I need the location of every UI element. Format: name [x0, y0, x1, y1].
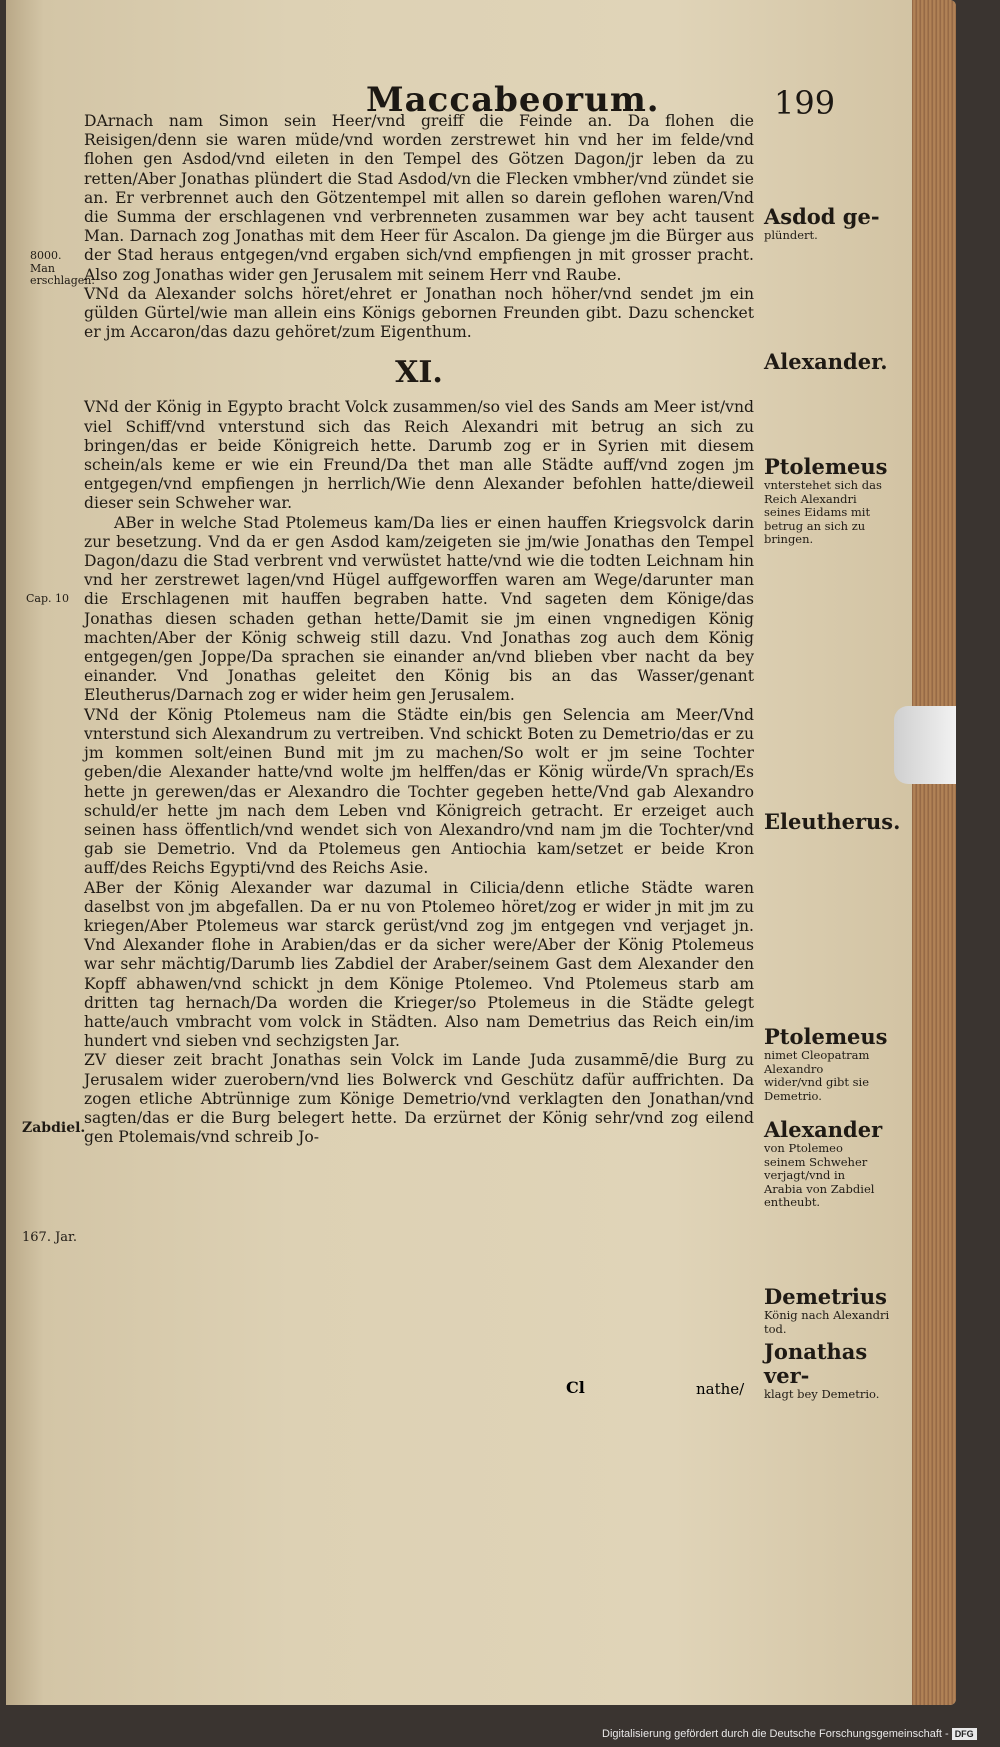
running-title: Maccabeorum. [366, 80, 660, 120]
paragraph-7: ZV dieser zeit bracht Jonathas sein Volck im Lande Juda zusammē/die Burg zu Jerusalem wider zuerobern/vnd lies Bolwerck vnd Geschütz dafür auffrichten. Da zogen etliche Abtrünnige zum Könige Demetrio/vnd verklagten den Jonathan/vnd sagten/das er die Burg belegert hette. Da erzürnet der König sehr/vnd zog eilend gen Ptolemais/vnd schreib Jo- [84, 1051, 754, 1147]
dfg-logo-icon: DFG [952, 1728, 977, 1740]
signature-mark: Cl [566, 1378, 585, 1397]
paragraph-5: VNd der König Ptolemeus nam die Städte ein/bis gen Selencia am Meer/Vnd vnterstund sich Alexandrum zu vertreiben. Vnd schickt Boten zu Demetrio/das er zu jm kommen solt/einen Bund mit jm zu machen/So wolt er jm seine Tochter geben/die Alexander hatte/vnd wolte jm helffen/das er König würde/Vn sprach/Es hette jn gerewen/das er Alexandro die Tochter gegeben hette/Vnd gab Alexandro schuld/er hette jm nach dem Leben vnd Königreich getracht. Er erzeiget auch seinen hass öffentlich/vnd wendet sich von Alexandro/vnd nam jm die Tochter/vnd gab sie Demetrio. Vnd da Ptolemeus gen Antiochia kam/setzet er beide Kron auff/des Reichs Egypti/vnd des Reichs Asie. [84, 705, 754, 878]
page-edge [912, 0, 956, 1705]
bookmark-tab [894, 706, 956, 784]
left-note-zabdiel: Zabdiel. [22, 1120, 86, 1136]
paragraph-6: ABer der König Alexander war dazumal in Cilicia/denn etliche Städte waren daselbst von jm abgefallen. Da er nu von Ptolemeo höret/zog er wider jn mit jm zu kriegen/Aber Ptolemeus war starck gerüst/vnd zog jm entgegen vnd verjaget jn. Vnd Alexander flohe in Arabien/das er da sicher were/Aber der König Ptolemeus war sehr mächtig/Darumb lies Zabdiel der Araber/seinem Gast dem Alexander den Kopff abhawen/vnd schickt jn dem Könige Ptolemeo. Vnd Ptolemeus starb am dritten tag hernach/Da worden die Krieger/so Ptolemeus in die Städte gelegt hatte/auch vmbracht vom volck in Städten. Also nam Demetrius das Reich ein/im hundert vnd sieben vnd sechzigsten Jar. [84, 878, 754, 1051]
left-note-chapter-ref: Cap. 10 [26, 592, 70, 605]
margin-note-alexander: Alexander. [764, 349, 888, 374]
paragraph-1: DArnach nam Simon sein Heer/vnd greiff die Feinde an. Da flohen die Reisigen/denn sie waren müde/vnd worden zerstrewet hin vnd her im felde/vnd flohen gen Asdod/vnd eileten in den Tempel des Götzen Dagon/jr leben da zu retten/Aber Jonathas plündert die Stad Asdod/vn die Flecken vmbher/vnd zündet sie an. Er verbrennet auch den Götzentempel mit allen so darein geflohen waren/Vnd die Summa der erschlagenen vnd verbrenneten zusammen war bey acht tausent Man. Darnach zog Jonathas mit dem Heer für Ascalon. Da gienge jm die Bürger aus der Stad heraus entgegen/vnd ergaben sich/vnd empfiengen jn mit grosser pracht. Also zog Jonathas wider gen Jerusalem mit seinem Herr vnd Raube. [84, 112, 754, 284]
paragraph-3: VNd der König in Egypto bracht Volck zusammen/so viel des Sands am Meer ist/vnd viel Schiff/vnd vnterstund sich das Reich Alexandri mit betrug an sich zu bringen/das er beide Königreich hette. Darumb zog er in Syrien mit diesem schein/als keme er wie ein Freund/Da thet man alle Städte auff/vnd zogen jm entgegen/vnd empfiengen jn herrlich/Wie denn Alexander befohlen hatte/dieweil dieser sein Schweher war. [84, 398, 754, 513]
margin-note-ptolemeus-2: Ptolemeus nimet Cleopatram Alexandro wider/vnd gibt sie Demetrio. [764, 1024, 888, 1103]
left-note-year: 167. Jar. [22, 1230, 77, 1245]
paragraph-4: ABer in welche Stad Ptolemeus kam/Da lies er einen hauffen Kriegsvolck darin zur besetzung. Vnd da er gen Asdod kam/zeigeten sie jm/wie Jonathas den Tempel Dagon/dazu die Stad verbrent vnd verwüstet hatte/vnd wie die todten Leichnam hin vnd her zerstrewet lagen/vnd Hügel auffgeworffen waren am Wege/darunter man die Erschlagenen mit hauffen begraben hatte. Vnd sageten dem Könige/das Jonathas diesen schaden gethan hette/Damit sie jm einen vngnedigen König machten/Aber der König schweig still dazu. Vnd Jonathas zog auch dem König entgegen/gen Joppe/Da sprachen sie einander an/vnd blieben vber nacht da bey einander. Vnd Jonathas geleitet den König bis an das Wasser/genant Eleutherus/Darnach zog er wider heim gen Jerusalem. [84, 513, 754, 705]
catchword: nathe/ [696, 1380, 745, 1398]
paragraph-2: VNd da Alexander solchs höret/ehret er Jonathan noch höher/vnd sendet jm ein gülden Gürtel/wie man allein eins Königs gebornen Freunden gibt. Dazu schencket er jm Accaron/das dazu gehöret/zum Eigenthum. [84, 284, 754, 342]
margin-note-demetrius: Demetrius König nach Alexandri tod. [764, 1284, 890, 1336]
margin-note-ptolemeus-1: Ptolemeus vnterstehet sich das Reich Alexandri seines Eidams mit betrug an sich zu bringen. [764, 454, 888, 546]
page-number: 199 [774, 84, 836, 122]
chapter-number: XI. [395, 355, 443, 391]
main-text [84, 112, 754, 1147]
book-page [6, 0, 956, 1705]
digitization-credit: Digitalisierung gefördert durch die Deutsche Forschungsgemeinschaft - DFG [602, 1728, 977, 1740]
margin-note-alexander-2: Alexander von Ptolemeo seinem Schweher verjagt/vnd in Arabia von Zabdiel entheubt. [764, 1117, 883, 1209]
left-note-casualties: 8000. Man erschlagen. [30, 249, 95, 287]
margin-note-jonathas: Jonathas ver- klagt bey Demetrio. [764, 1339, 880, 1401]
margin-note-asdod: Asdod ge- plündert. [764, 204, 880, 242]
margin-note-eleutherus: Eleutherus. [764, 809, 901, 834]
